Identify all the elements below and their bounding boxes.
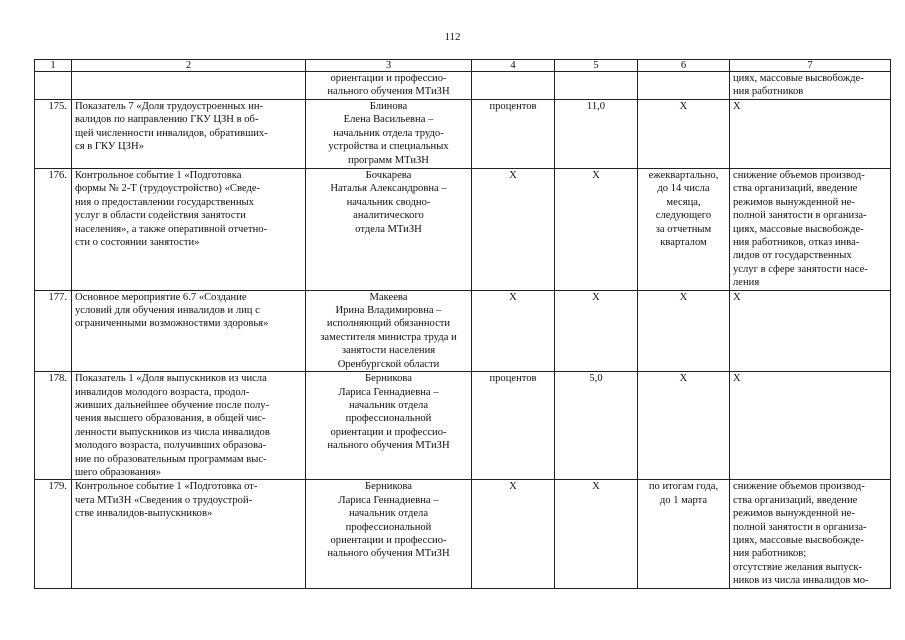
row-risks: снижение объемов производ- ства организаций, введение режимов вынужденной не- полной занятости в организа- циях, массовые высвобожде- ния работников; отсутствие желания выпуск- ников из числа инвалидов мо- (733, 481, 869, 587)
row-risks: Х (733, 291, 741, 303)
col-header-3: 3 (306, 60, 472, 72)
table-row (35, 72, 891, 100)
row-name: Показатель 7 «Доля трудоустроенных ин- валидов по направлению ГКУ ЦЗН в об- щей численности инвалидов, обративших- ся в ГКУ ЦЗН» (75, 101, 268, 153)
row-term: ежеквартально, до 14 числа месяца, следующего за отчетным кварталом (648, 170, 719, 249)
row-name: Основное мероприятие 6.7 «Создание условий для обучения инвалидов и лиц с ограниченными возможностями здоровья» (75, 291, 269, 330)
row-number (35, 72, 72, 100)
col-header-7: 7 (730, 60, 891, 72)
row-risks: Х (733, 373, 741, 385)
row-value: Х (555, 290, 638, 371)
page-number: 112 (444, 31, 461, 43)
row-risks: Х (733, 101, 741, 112)
row-responsible: Блинова Елена Васильевна – начальник отдела трудо- устройства и специальных программ МТиЗН (328, 101, 449, 166)
row-term: Х (679, 373, 688, 385)
row-unit: Х (472, 290, 555, 371)
col-header-1: 1 (35, 60, 72, 72)
table-row (35, 480, 891, 588)
row-responsible: ориентации и профессио- нального обучения МТиЗН (327, 73, 450, 98)
table-row (35, 169, 891, 291)
col-header-5: 5 (555, 60, 638, 72)
row-risks: снижение объемов производ- ства организаций, введение режимов вынужденной не- полной занятости в организа- циях, массовые высвобожде- ния работников, отказ инва- лидов от государственных услуг в сфере занятости насе- ления (733, 170, 868, 289)
col-header-4: 4 (472, 60, 555, 72)
col-header-2: 2 (72, 60, 306, 72)
row-term: Х (679, 291, 688, 303)
row-responsible: Берникова Лариса Геннадиевна – начальник отдела профессиональной ориентации и профессио- нального обучения МТиЗН (327, 481, 450, 560)
row-value: 5,0 (555, 372, 638, 480)
table-row (35, 100, 891, 169)
row-name: Показатель 1 «Доля выпускников из числа инвалидов молодого возраста, продол- живших дальнейшее обучение после полу- чения высшего образования, в общей чис- ленности выпускников из числа инвалидов молодого возраста, получивших образова- ние по образовательным программам выс- шего образования» (75, 373, 270, 478)
row-unit: Х (472, 169, 555, 291)
row-number: 179. (35, 480, 72, 588)
col-header-6: 6 (638, 60, 730, 72)
row-responsible: Макеева Ирина Владимировна – исполняющий обязанности заместителя министра труда и занятости населения Оренбургской области (320, 291, 457, 370)
row-number: 178. (35, 372, 72, 480)
row-name: Контрольное событие 1 «Подготовка от- чета МТиЗН «Сведения о трудоустрой- стве инвалидов-выпускников» (75, 481, 258, 520)
row-unit (472, 72, 555, 100)
row-number: 177. (35, 290, 72, 371)
header-row (35, 60, 891, 72)
plan-table (34, 59, 891, 589)
table-row (35, 290, 891, 371)
row-term: по итогам года, до 1 марта (648, 481, 719, 506)
row-responsible: Берникова Лариса Геннадиевна – начальник отдела профессиональной ориентации и профессио- нального обучения МТиЗН (327, 373, 450, 452)
row-unit: процентов (472, 372, 555, 480)
row-name: Контрольное событие 1 «Подготовка формы № 2-Т (трудоустройство) «Сведе- ния о предоставлении государственных услуг в области содействия занятости населения», а также оперативной отчетно- сти о состоянии занятости» (75, 170, 268, 249)
row-responsible: Бочкарева Наталья Александровна – начальник сводно- аналитического отдела МТиЗН (330, 170, 447, 235)
row-term: Х (679, 101, 688, 112)
row-value: Х (555, 480, 638, 588)
row-value: Х (555, 169, 638, 291)
row-number: 176. (35, 169, 72, 291)
row-number: 175. (35, 100, 72, 169)
row-value: 11,0 (555, 100, 638, 169)
row-unit: Х (472, 480, 555, 588)
row-value (555, 72, 638, 100)
row-unit: процентов (472, 100, 555, 169)
row-risks: циях, массовые высвобожде- ния работников (733, 73, 864, 98)
table-row (35, 372, 891, 480)
